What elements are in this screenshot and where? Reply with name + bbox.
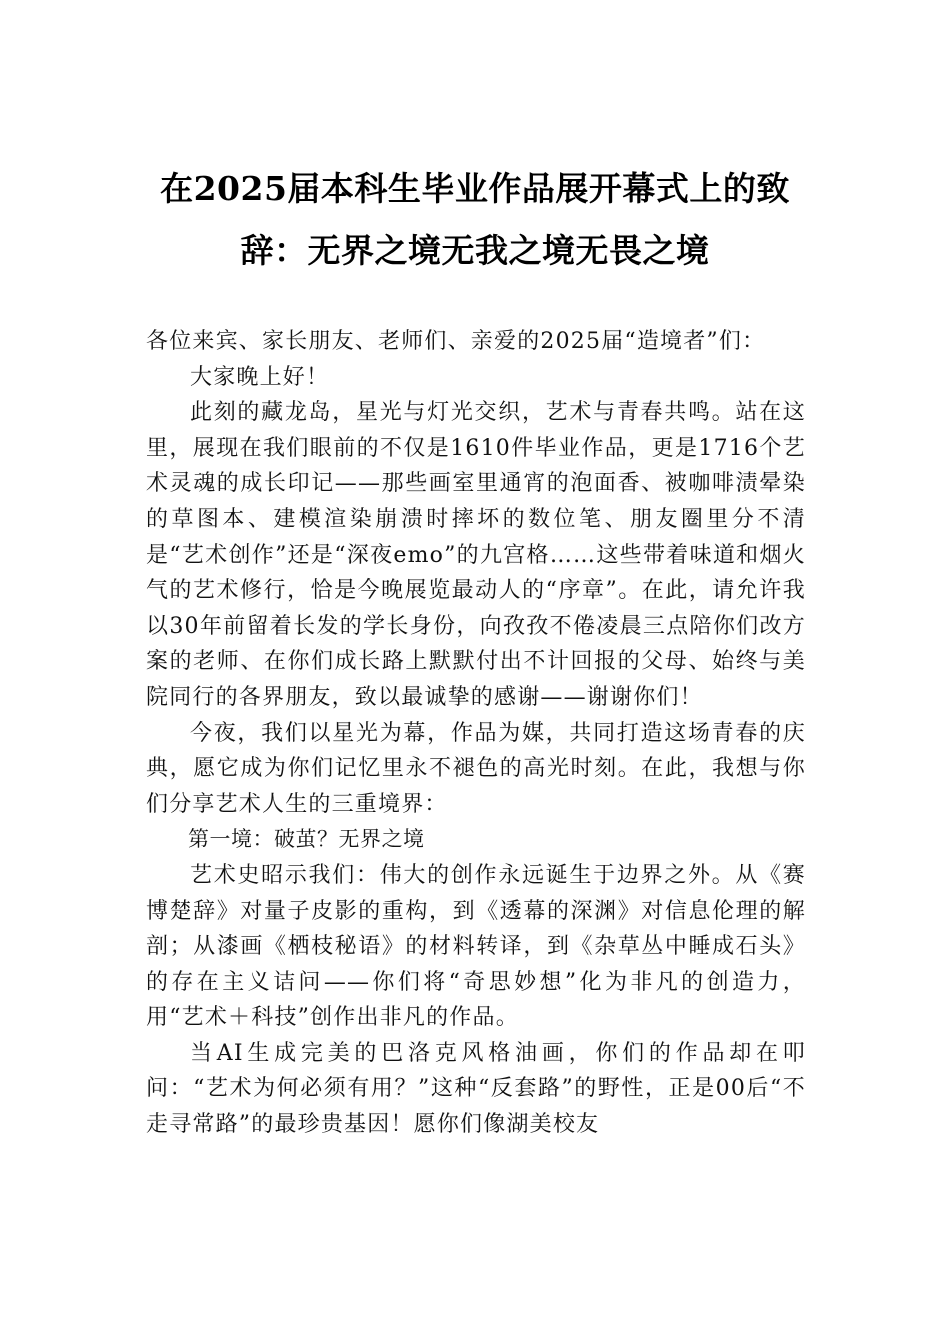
greeting: 大家晚上好！ [190, 364, 330, 390]
section-heading: 第一境：破茧？无界之境 [188, 827, 425, 852]
body-paragraph: 当AI生成完美的巴洛克风格油画，你们的作品却在叩问：“艺术为何必须有用？”这种“反套路”的野性，正是00后“不走寻常路”的最珍贵基因！愿你们像湖美校友 [146, 1040, 806, 1138]
body-paragraph: 此刻的藏龙岛，星光与灯光交织，艺术与青春共鸣。站在这里，展现在我们眼前的不仅是1610件毕业作品，更是1716个艺术灵魂的成长印记——那些画室里通宵的泡面香、被咖啡渍晕染的草图本、建模渲染崩溃时摔坏的数位笔、朋友圈里分不清是“艺术创作”还是“深夜emo”的九宫格……这些带着味道和烟火气的艺术修行，恰是今晚展览最动人的“序章”。在此，请允许我以30年前留着长发的学长身份，向孜孜不倦凌晨三点陪你们改方案的老师、在你们成长路上默默付出不计回报的父母、始终与美院同行的各界朋友，致以最诚挚的感谢——谢谢你们！ [146, 400, 806, 710]
document-body [146, 324, 806, 1143]
body-paragraph: 艺术史昭示我们：伟大的创作永远诞生于边界之外。从《赛博楚辞》对量子皮影的重构，到《透幕的深渊》对信息伦理的解剖；从漆画《栖枝秘语》的材料转译，到《杂草丛中睡成石头》的存在主义诘问——你们将“奇思妙想”化为非凡的创造力，用“艺术＋科技”创作出非凡的作品。 [146, 862, 806, 1031]
salutation: 各位来宾、家长朋友、老师们、亲爱的2025届“造境者”们： [146, 329, 766, 354]
document-title: 在2025届本科生毕业作品展开幕式上的致辞：无界之境无我之境无畏之境 [160, 169, 790, 270]
body-paragraph: 今夜，我们以星光为幕，作品为媒，共同打造这场青春的庆典，愿它成为你们记忆里永不褪色的高光时刻。在此，我想与你们分享艺术人生的三重境界： [146, 720, 806, 817]
